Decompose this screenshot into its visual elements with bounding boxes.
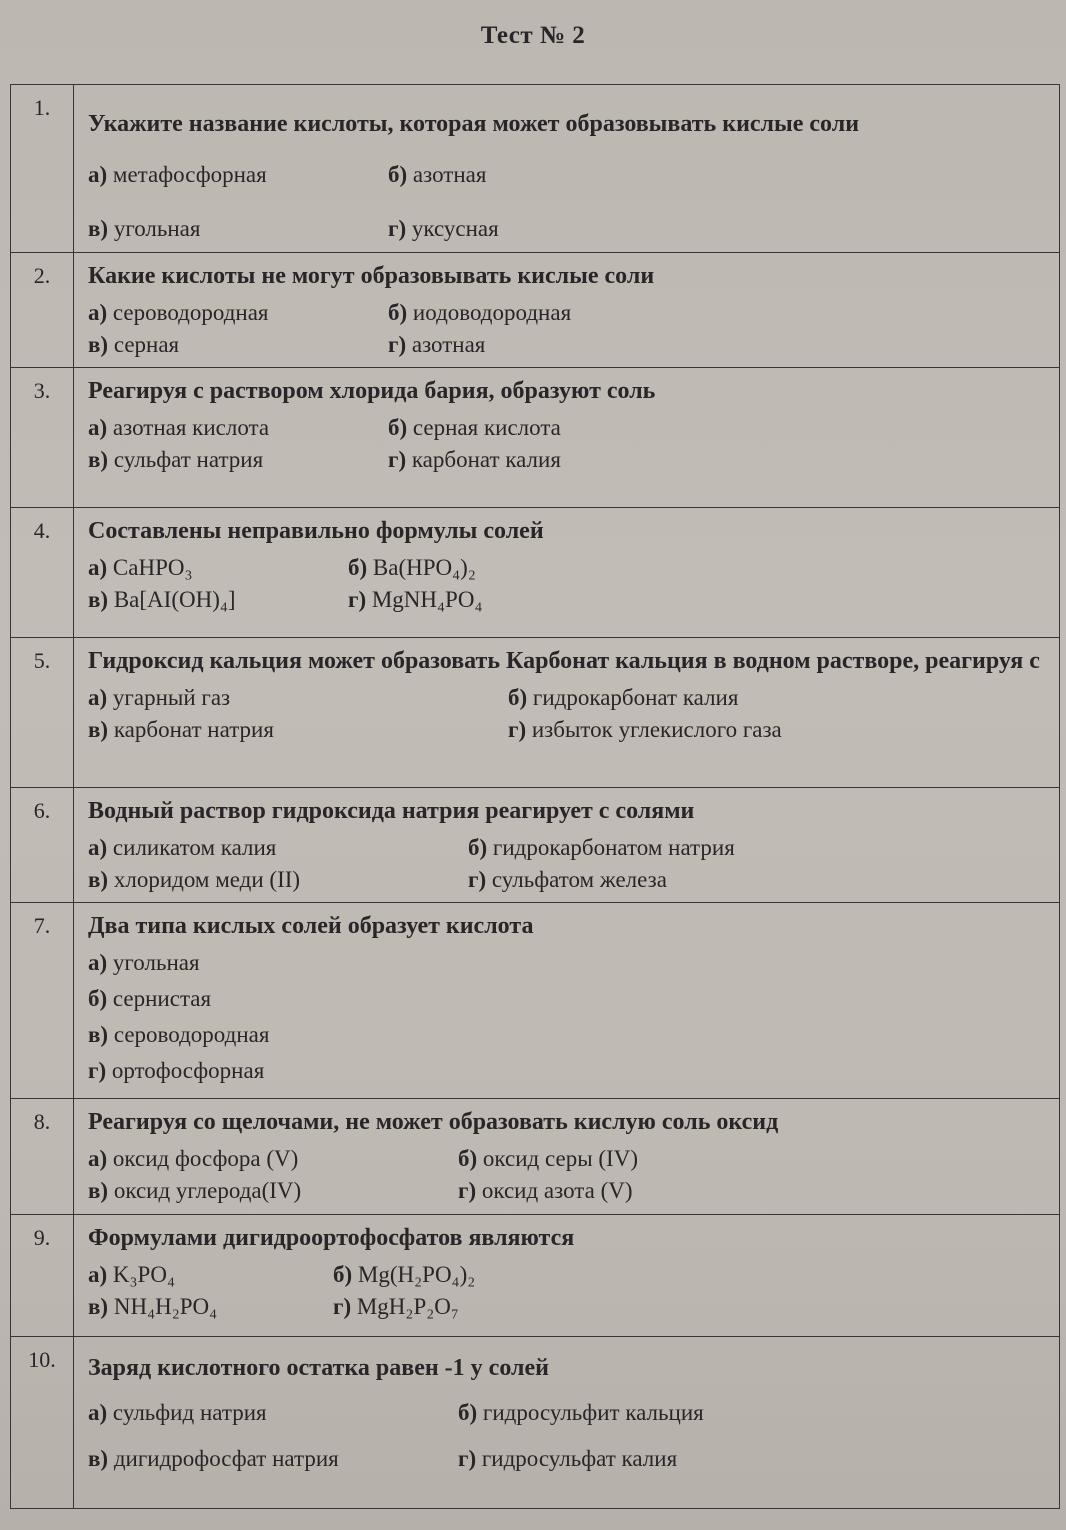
option-text: оксид фосфора (V) (112, 1146, 299, 1171)
option-text: гидрокарбонатом натрия (492, 835, 735, 860)
option-letter: г) (458, 1178, 477, 1203)
option-letter: а) (88, 950, 108, 975)
option-b (458, 1143, 1049, 1175)
option-g (388, 329, 1049, 361)
option-letter: а) (88, 415, 108, 440)
question-row (11, 253, 1060, 368)
option-a (88, 412, 388, 444)
question-row (11, 508, 1060, 638)
question-number: 8. (11, 1099, 74, 1215)
option-text: Ba(HPO₄)₂ (372, 555, 476, 580)
option-letter: б) (388, 415, 408, 440)
option-letter: в) (88, 1446, 109, 1471)
option-text: силикатом калия (112, 835, 277, 860)
page-title: Тест № 2 (480, 22, 586, 49)
option-letter: а) (88, 162, 108, 187)
option-letter: а) (88, 835, 108, 860)
question-cell (74, 1099, 1060, 1215)
option-text: гидрокарбонат калия (532, 685, 739, 710)
question-cell (74, 253, 1060, 368)
option-b (388, 412, 1049, 444)
option-text: азотная (411, 332, 486, 357)
question-text: Реагируя со щелочами, не может образовать кислую соль оксид (88, 1109, 779, 1135)
option-letter: б) (388, 162, 408, 187)
option-text: гидросульфит кальция (482, 1400, 704, 1425)
question-cell (74, 368, 1060, 508)
option-text: сероводородная (113, 1022, 270, 1047)
option-letter: в) (88, 216, 109, 241)
question-text: Укажите название кислоты, которая может образовывать кислые соли (88, 111, 860, 137)
option-letter: б) (458, 1146, 478, 1171)
option-letter: г) (388, 216, 407, 241)
options-grid (88, 297, 1049, 361)
option-text: оксид углерода(IV) (113, 1178, 302, 1203)
option-letter: б) (333, 1262, 353, 1287)
option-a (88, 552, 348, 584)
question-number: 5. (11, 638, 74, 788)
option-letter: б) (388, 300, 408, 325)
option-letter: в) (88, 1178, 109, 1203)
options-grid (88, 1397, 1049, 1475)
option-text: K₃PO₄ (112, 1262, 175, 1287)
option-g (468, 864, 1049, 896)
option-letter: б) (348, 555, 368, 580)
question-cell (74, 1215, 1060, 1337)
option-letter: а) (88, 555, 108, 580)
option-b (348, 552, 1049, 584)
option-text: сульфат натрия (113, 447, 264, 472)
option-letter: г) (348, 587, 367, 612)
option-v (88, 213, 388, 245)
option-text: NH₄H₂PO₄ (113, 1294, 218, 1319)
options-grid (88, 832, 1049, 896)
option-a (88, 1397, 458, 1429)
option-letter: б) (508, 685, 528, 710)
question-text: Какие кислоты не могут образовывать кислые соли (88, 263, 655, 289)
option-letter: а) (88, 1262, 108, 1287)
option-text: иодоводородная (412, 300, 572, 325)
question-row (11, 638, 1060, 788)
option-letter: б) (458, 1400, 478, 1425)
question-number: 7. (11, 903, 74, 1099)
question-number: 9. (11, 1215, 74, 1337)
option-letter: в) (88, 447, 109, 472)
option-text: серная кислота (412, 415, 561, 440)
option-g (348, 584, 1049, 616)
option-text: азотная (412, 162, 487, 187)
options-grid (88, 682, 1049, 746)
option-letter: а) (88, 685, 108, 710)
option-text: угольная (113, 216, 201, 241)
option-a (88, 947, 1049, 979)
option-letter: в) (88, 1022, 109, 1047)
option-text: серная (113, 332, 180, 357)
options-grid (88, 159, 1049, 245)
question-text: Водный раствор гидроксида натрия реагирует с солями (88, 798, 695, 824)
option-letter: б) (88, 986, 108, 1011)
question-cell (74, 903, 1060, 1099)
option-b (458, 1397, 1049, 1429)
options-grid (88, 1143, 1049, 1207)
question-row (11, 1099, 1060, 1215)
option-v (88, 1175, 458, 1207)
option-text: оксид серы (IV) (482, 1146, 638, 1171)
option-text: карбонат натрия (113, 717, 274, 742)
option-text: сернистая (112, 986, 212, 1011)
option-letter: в) (88, 717, 109, 742)
option-letter: г) (388, 447, 407, 472)
option-b (468, 832, 1049, 864)
option-letter: г) (88, 1058, 107, 1083)
option-b (388, 297, 1049, 329)
option-a (88, 1143, 458, 1175)
option-v (88, 584, 348, 616)
option-text: избыток углекислого газа (531, 717, 782, 742)
option-text: угарный газ (112, 685, 231, 710)
option-letter: г) (468, 867, 487, 892)
option-a (88, 1259, 333, 1291)
option-g (508, 714, 1049, 746)
option-text: сульфид натрия (112, 1400, 267, 1425)
option-a (88, 297, 388, 329)
option-text: MgH₂P₂O₇ (356, 1294, 459, 1319)
option-text: Ba[AI(OH)₄] (113, 587, 236, 612)
option-letter: б) (468, 835, 488, 860)
option-b (388, 159, 1049, 191)
option-letter: г) (388, 332, 407, 357)
options-grid (88, 552, 1049, 616)
option-letter: г) (508, 717, 527, 742)
option-letter: а) (88, 1400, 108, 1425)
option-letter: г) (458, 1446, 477, 1471)
question-number: 10. (11, 1337, 74, 1509)
option-a (88, 682, 508, 714)
option-v (88, 1291, 333, 1323)
question-text: Составлены неправильно формулы солей (88, 518, 544, 544)
option-text: уксусная (411, 216, 499, 241)
option-text: ортофосфорная (111, 1058, 265, 1083)
question-number: 3. (11, 368, 74, 508)
question-row (11, 1215, 1060, 1337)
options-grid (88, 1259, 1049, 1323)
option-g (333, 1291, 1049, 1323)
question-cell (74, 1337, 1060, 1509)
question-cell (74, 508, 1060, 638)
option-g (388, 444, 1049, 476)
options-list (88, 947, 1049, 1087)
option-text: оксид азота (V) (481, 1178, 633, 1203)
options-grid (88, 412, 1049, 476)
option-b (333, 1259, 1049, 1291)
option-g (88, 1055, 1049, 1087)
question-text: Два типа кислых солей образует кислота (88, 913, 534, 939)
option-text: карбонат калия (411, 447, 561, 472)
option-text: азотная кислота (112, 415, 270, 440)
option-text: гидросульфат калия (481, 1446, 678, 1471)
question-row (11, 1337, 1060, 1509)
option-text: метафосфорная (112, 162, 267, 187)
option-v (88, 329, 388, 361)
option-v (88, 864, 468, 896)
option-text: дигидрофосфат натрия (113, 1446, 339, 1471)
option-letter: в) (88, 587, 109, 612)
question-row (11, 368, 1060, 508)
option-a (88, 159, 388, 191)
question-row (11, 85, 1060, 253)
option-text: сульфатом железа (491, 867, 667, 892)
option-g (388, 213, 1049, 245)
option-v (88, 1443, 458, 1475)
option-letter: в) (88, 867, 109, 892)
question-text: Заряд кислотного остатка равен -1 у солей (88, 1355, 549, 1381)
question-number: 1. (11, 85, 74, 253)
question-number: 4. (11, 508, 74, 638)
question-number: 6. (11, 788, 74, 903)
option-letter: в) (88, 332, 109, 357)
question-text: Формулами дигидроортофосфатов являются (88, 1225, 575, 1251)
option-text: MgNH₄PO₄ (371, 587, 483, 612)
question-text: Гидроксид кальция может образовать Карбонат кальция в водном растворе, реагируя с (88, 648, 1040, 674)
option-v (88, 444, 388, 476)
option-text: угольная (112, 950, 200, 975)
option-letter: а) (88, 1146, 108, 1171)
option-a (88, 832, 468, 864)
option-text: хлоридом меди (II) (113, 867, 301, 892)
question-cell (74, 85, 1060, 253)
questions-table (10, 84, 1060, 1509)
option-g (458, 1443, 1049, 1475)
option-text: сероводородная (112, 300, 269, 325)
option-letter: г) (333, 1294, 352, 1319)
question-text: Реагируя с раствором хлорида бария, образуют соль (88, 378, 656, 404)
option-v (88, 1019, 1049, 1051)
question-row (11, 788, 1060, 903)
option-b (508, 682, 1049, 714)
option-v (88, 714, 508, 746)
question-cell (74, 638, 1060, 788)
question-cell (74, 788, 1060, 903)
option-text: CaHPO₃ (112, 555, 193, 580)
option-letter: а) (88, 300, 108, 325)
question-number: 2. (11, 253, 74, 368)
option-b (88, 983, 1049, 1015)
option-text: Mg(H₂PO₄)₂ (357, 1262, 476, 1287)
question-row (11, 903, 1060, 1099)
option-g (458, 1175, 1049, 1207)
option-letter: в) (88, 1294, 109, 1319)
